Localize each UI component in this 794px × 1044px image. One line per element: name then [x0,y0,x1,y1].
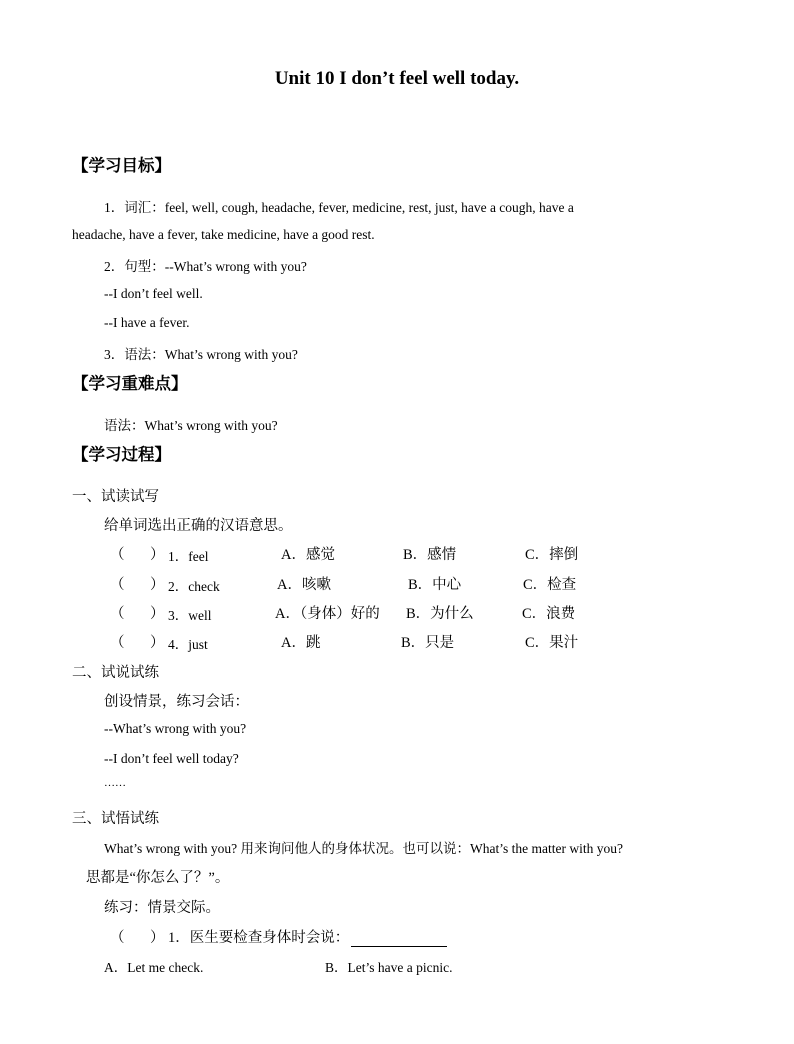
pq1-close-paren: ） [150,930,165,946]
vocab-line-1: 1．词汇：feel, well, cough, headache, fever, medicine, rest, just, have a cough, have a [104,200,574,215]
q4-option-b: B．只是 [401,635,455,651]
q2-word: 2．check [168,579,220,594]
q1-close-paren: ） [150,547,165,563]
q1-option-b: B．感情 [403,547,457,563]
practice-question-1 [168,926,447,947]
q2-close-paren: ） [150,577,165,593]
q2-open-paren: （ [110,577,125,593]
page-title: Unit 10 I don’t feel well today. [274,68,520,89]
section-heading-key-points: 【学习重难点】 [72,374,188,393]
q4-close-paren: ） [150,635,165,651]
q4-option-a: A．跳 [281,635,321,651]
dialogue-line-1: --What’s wrong with you? [104,721,247,736]
q1-option-a: A．感觉 [281,547,335,563]
part1-title: 一、试读试写 [72,489,159,505]
q3-option-a: A．（身体）好的 [275,606,380,622]
q4-word: 4．just [168,637,208,652]
part2-title: 二、试说试练 [72,665,159,681]
pattern-answer-2: --I have a fever. [104,315,190,330]
q1-option-c: C．摔倒 [525,547,579,563]
q3-option-b: B．为什么 [406,606,474,622]
answer-blank[interactable] [351,932,447,947]
q4-open-paren: （ [110,635,125,651]
part3-title: 三、试悟试练 [72,811,159,827]
q2-option-b: B．中心 [408,577,462,593]
dialogue-line-2: --I don’t feel well today? [104,751,239,766]
q3-word: 3．well [168,608,212,623]
section-heading-goals: 【学习目标】 [72,156,171,175]
practice-question-1-text: 1．医生要检查身体时会说： [168,930,350,946]
explanation-line-1: What’s wrong with you? 用来询问他人的身体状况。也可以说：What’s the matter with you? [104,841,623,856]
pq1-open-paren: （ [110,930,125,946]
vocab-line-2: headache, have a fever, take medicine, have a good rest. [72,227,375,242]
q3-open-paren: （ [110,606,125,622]
ellipsis: …… [104,777,126,789]
q2-option-a: A．咳嗽 [277,577,331,593]
key-point-line: 语法：What’s wrong with you? [104,418,278,433]
section-heading-process: 【学习过程】 [72,445,171,464]
q1-word: 1．feel [168,549,209,564]
sentence-pattern: 2．句型：--What’s wrong with you? [104,259,307,274]
explanation-line-2: 思都是“你怎么了？”。 [86,870,230,886]
q2-option-c: C．检查 [523,577,577,593]
practice-option-a: A．Let me check. [104,960,204,975]
practice-label: 练习：情景交际。 [104,900,220,916]
q4-option-c: C．果汁 [525,635,579,651]
pattern-answer-1: --I don’t feel well. [104,286,203,301]
part2-instruction: 创设情景，练习会话： [104,694,249,710]
q1-open-paren: （ [110,547,125,563]
grammar-line: 3．语法：What’s wrong with you? [104,347,298,362]
q3-option-c: C．浪费 [522,606,576,622]
q3-close-paren: ） [150,606,165,622]
practice-option-b: B．Let’s have a picnic. [325,960,453,975]
part1-instruction: 给单词选出正确的汉语意思。 [104,518,293,534]
